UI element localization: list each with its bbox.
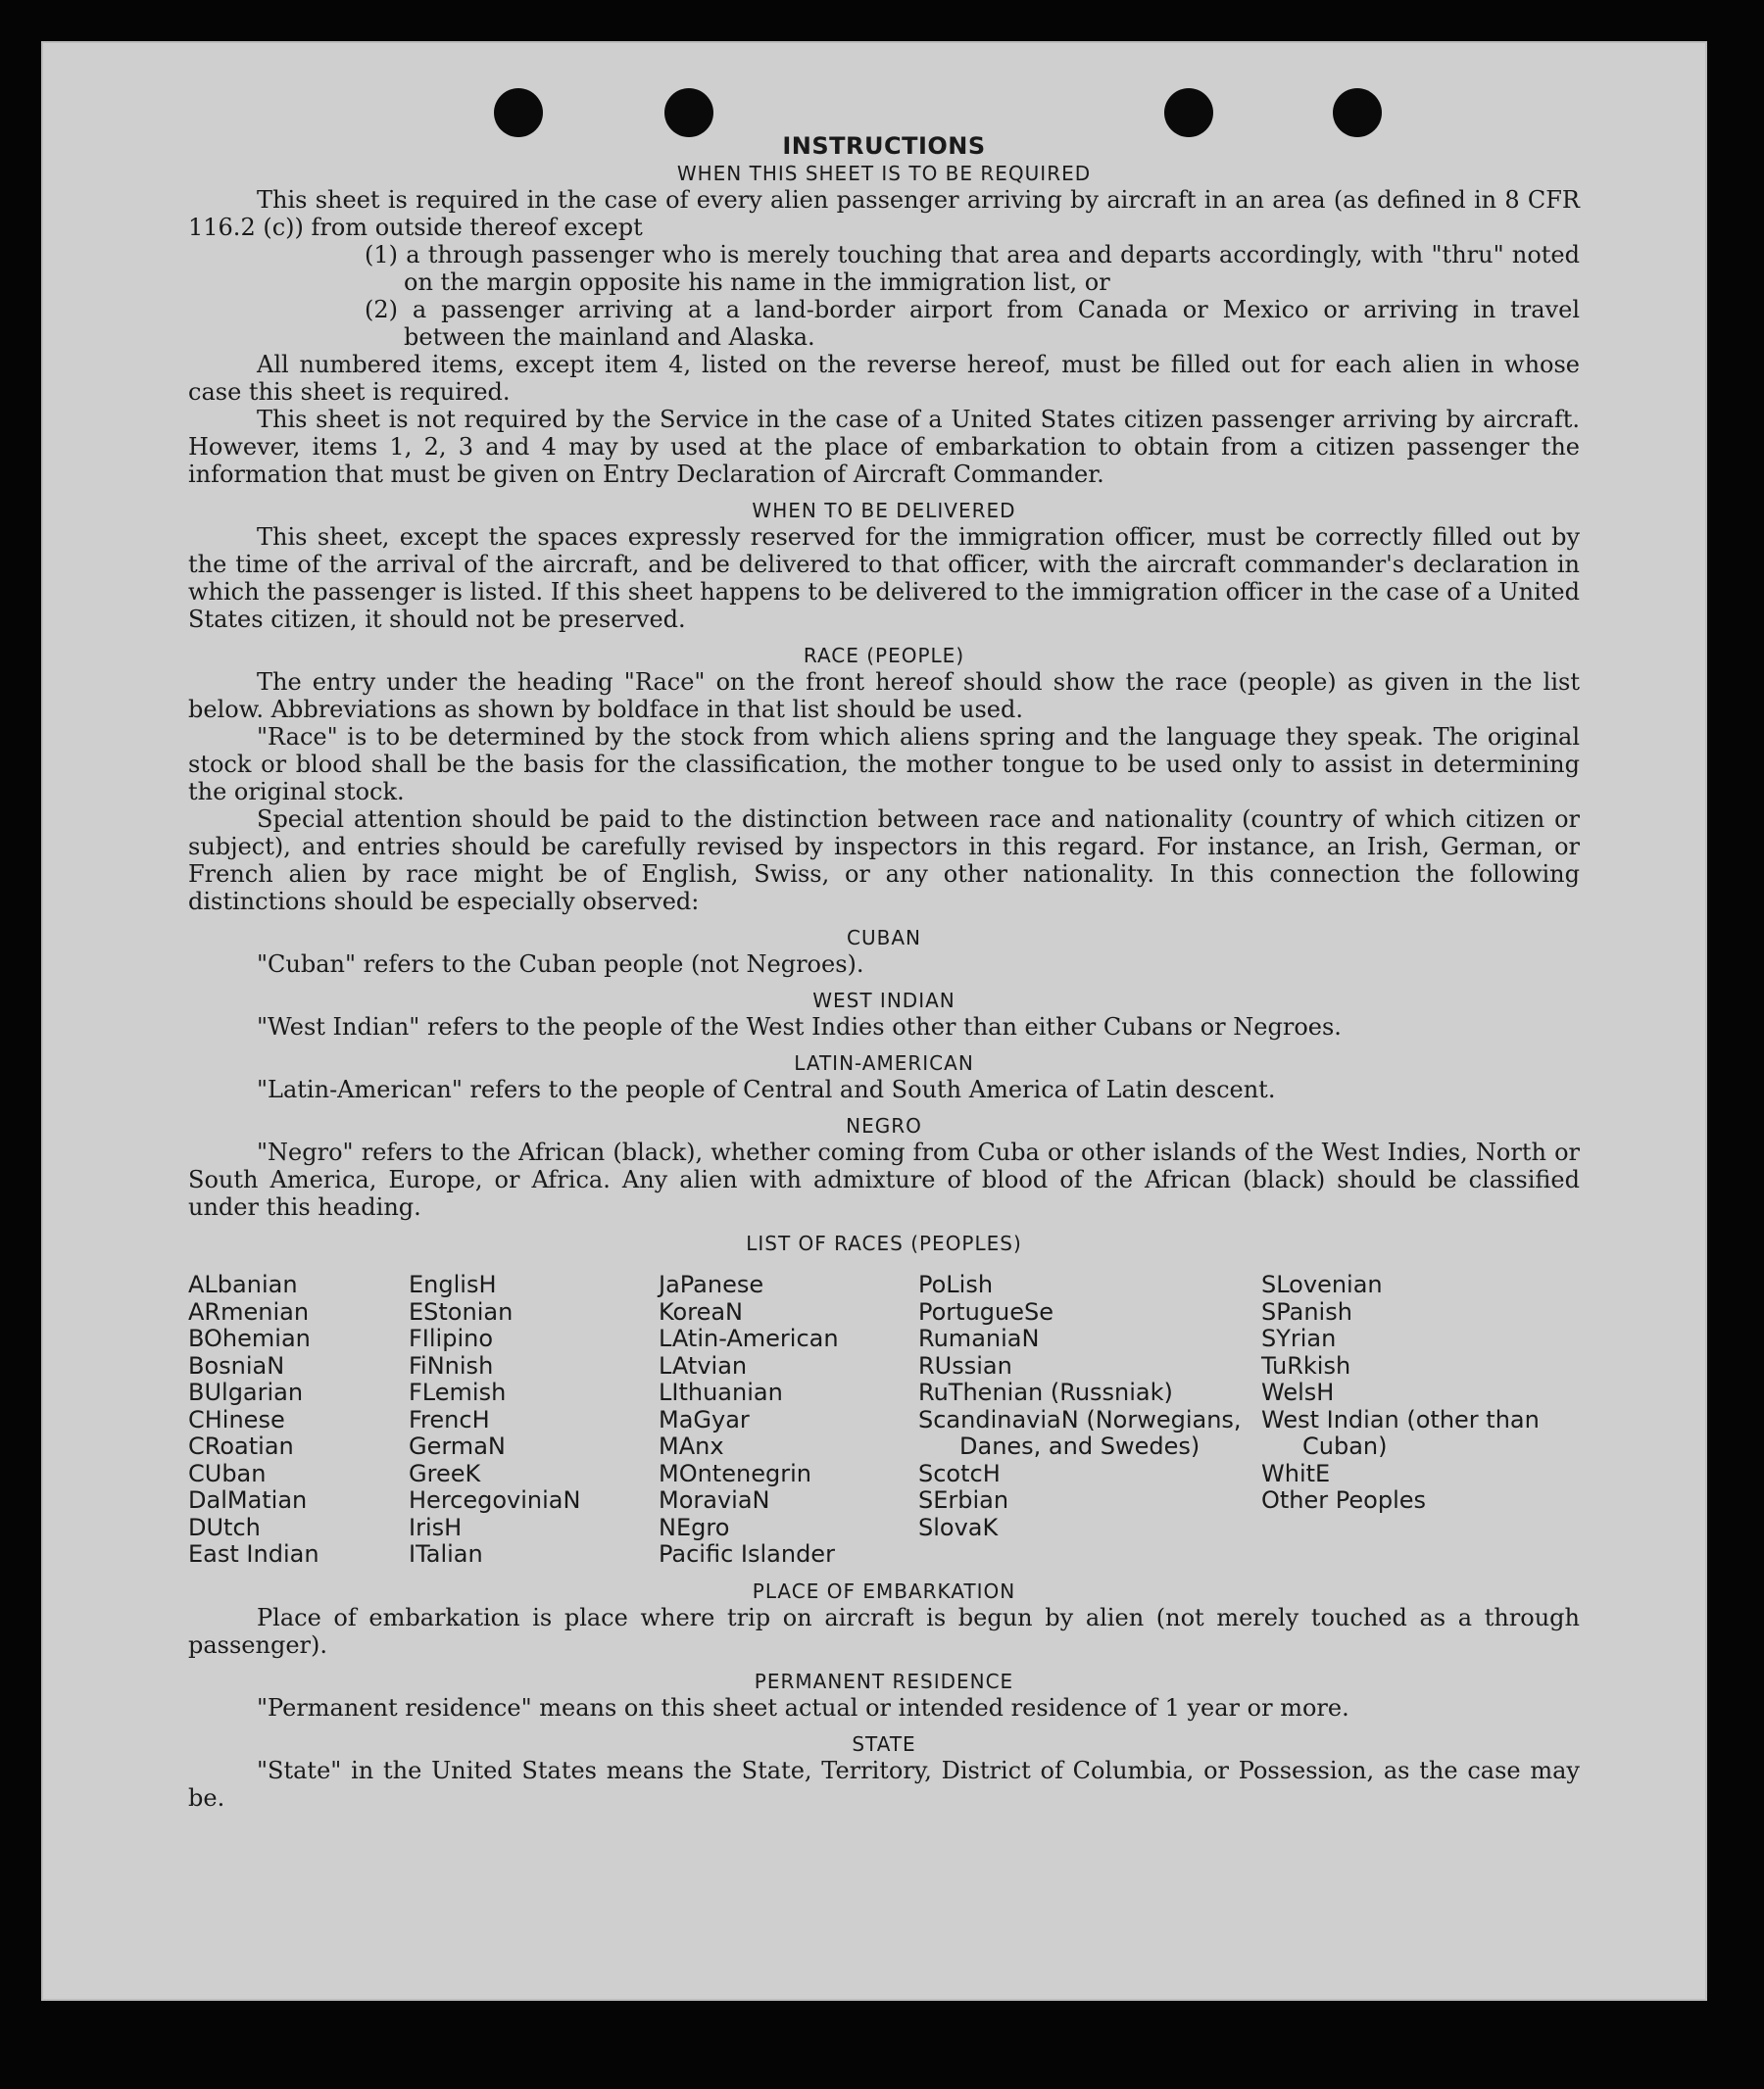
race-item: SlovaK (918, 1513, 999, 1541)
race-item: PortugueSe (918, 1297, 1054, 1326)
race-column (1261, 1272, 1555, 1569)
punch-hole (664, 88, 713, 137)
document-title: INSTRUCTIONS (782, 132, 986, 160)
race-item: SPanish (1261, 1297, 1352, 1326)
race-item: HercegoviniaN (409, 1486, 581, 1514)
race-item: East Indian (188, 1540, 319, 1568)
race-item: BOhemian (188, 1325, 311, 1352)
paragraph: "West Indian" refers to the people of the West Indies other than either Cubans or Negroes. (257, 1013, 1342, 1041)
race-item: WhitE (1261, 1459, 1331, 1487)
race-item: SLovenian (1261, 1271, 1383, 1298)
paragraph: "Cuban" refers to the Cuban people (not Negroes). (257, 950, 864, 978)
race-item: EnglisH (409, 1271, 497, 1298)
punch-hole (1333, 88, 1382, 137)
race-column (188, 1272, 409, 1569)
race-item: GermaN (409, 1433, 506, 1460)
race-item: ALbanian (188, 1271, 298, 1298)
document-body (188, 131, 1580, 1812)
paragraph: This sheet is not required by the Service in the case of a United States citizen passenger arriving by aircraft. However, items 1, 2, 3 and 4 may by used at the place of embarkation to obtain from a citizen passenger the information that must be given on Entry Declaration of Aircraft Commander. (188, 406, 1580, 488)
race-item: TuRkish (1261, 1351, 1351, 1380)
race-item: BosniaN (188, 1351, 285, 1380)
race-item: ARmenian (188, 1297, 310, 1326)
race-item: FLemish (409, 1379, 507, 1406)
race-item: KoreaN (659, 1297, 743, 1326)
paragraph: This sheet is required in the case of every alien passenger arriving by aircraft in an area (as defined in 8 CFR 116.2 (c)) from outside thereof except (188, 186, 1580, 241)
section-heading-when-required: WHEN THIS SHEET IS TO BE REQUIRED (676, 162, 1092, 185)
paragraph: All numbered items, except item 4, listed on the reverse hereof, must be filled out for each alien in whose case this sheet is required. (188, 351, 1580, 406)
race-item: RuThenian (Russniak) (918, 1379, 1173, 1406)
section-heading-when-delivered: WHEN TO BE DELIVERED (752, 499, 1016, 522)
paragraph: Place of embarkation is place where trip on aircraft is begun by alien (not merely touched as a through passenger). (188, 1603, 1580, 1659)
section-heading-embarkation: PLACE OF EMBARKATION (752, 1579, 1016, 1603)
race-item: RumaniaN (918, 1325, 1040, 1352)
race-item: MAnx (659, 1433, 724, 1460)
race-item: DUtch (188, 1513, 261, 1541)
race-item: West Indian (other than Cuban) (1261, 1405, 1547, 1460)
section-heading-list-of-races: LIST OF RACES (PEOPLES) (746, 1232, 1022, 1255)
paragraph: Special attention should be paid to the distinction between race and nationality (country of which citizen or subject), and entries should be carefully revised by inspectors in this regard. For instance, an Irish, German, or French alien by race might be of English, Swiss, or any other nationality. In this connection the following distinctions should be especially observed: (188, 805, 1580, 915)
race-item: RUssian (918, 1351, 1012, 1380)
list-item: (1) a through passenger who is merely touching that area and departs accordingly, with "thru" noted on the margin opposite his name in the immigration list, or (365, 241, 1580, 296)
document-sheet (41, 41, 1707, 2001)
section-heading-negro: NEGRO (846, 1114, 922, 1138)
race-item: ScotcH (918, 1459, 1001, 1487)
race-item: LAtin-American (659, 1325, 839, 1352)
punch-hole (1164, 88, 1213, 137)
race-item: MaGyar (659, 1405, 750, 1433)
race-item: LAtvian (659, 1351, 748, 1380)
paragraph: "State" in the United States means the State, Territory, District of Columbia, or Possession, as the case may be. (188, 1756, 1580, 1812)
race-item: FrencH (409, 1405, 490, 1433)
race-item: EStonian (409, 1297, 514, 1326)
race-column (918, 1272, 1261, 1569)
paragraph: "Race" is to be determined by the stock from which aliens spring and the language they speak. The original stock or blood shall be the basis for the classification, the mother tongue to be used only to assist in determining the original stock. (188, 723, 1580, 805)
race-list (188, 1272, 1580, 1569)
section-heading-latin-american: LATIN-AMERICAN (794, 1051, 974, 1075)
section-heading-west-indian: WEST INDIAN (812, 989, 956, 1012)
race-item: MOntenegrin (659, 1459, 811, 1487)
race-item: DalMatian (188, 1486, 308, 1514)
race-item: MoraviaN (659, 1486, 770, 1514)
section-heading-residence: PERMANENT RESIDENCE (754, 1669, 1014, 1693)
race-column (659, 1272, 918, 1569)
section-heading-cuban: CUBAN (847, 926, 921, 949)
section-heading-race: RACE (PEOPLE) (803, 644, 965, 667)
race-column (409, 1272, 659, 1569)
race-item: NEgro (659, 1513, 730, 1541)
race-item: Pacific Islander (659, 1540, 835, 1568)
paragraph: "Negro" refers to the African (black), whether coming from Cuba or other islands of the West Indies, North or South America, Europe, or Africa. Any alien with admixture of blood of the African (black) should be classified under this heading. (188, 1139, 1580, 1221)
race-item: Other Peoples (1261, 1486, 1427, 1514)
race-item: FIlipino (409, 1325, 494, 1352)
race-item: ScandinaviaN (Norwegians, Danes, and Swedes) (918, 1405, 1250, 1460)
race-item: JaPanese (659, 1271, 764, 1298)
race-item: CUban (188, 1459, 267, 1487)
race-item: GreeK (409, 1459, 481, 1487)
paragraph: "Permanent residence" means on this sheet actual or intended residence of 1 year or more. (257, 1693, 1349, 1722)
race-item: LIthuanian (659, 1379, 783, 1406)
race-item: CHinese (188, 1405, 285, 1433)
race-item: IrisH (409, 1513, 463, 1541)
race-item: BUlgarian (188, 1379, 304, 1406)
paragraph: The entry under the heading "Race" on the front hereof should show the race (people) as given in the list below. Abbreviations as shown by boldface in that list should be used. (188, 668, 1580, 723)
race-item: ITalian (409, 1540, 483, 1568)
race-item: PoLish (918, 1271, 994, 1298)
section-heading-state: STATE (852, 1731, 916, 1756)
race-item: CRoatian (188, 1433, 294, 1460)
race-item: FiNnish (409, 1351, 494, 1380)
punch-hole (494, 88, 543, 137)
paragraph: This sheet, except the spaces expressly reserved for the immigration officer, must be correctly filled out by the time of the arrival of the aircraft, and be delivered to that officer, with the aircraft commander's declaration in which the passenger is listed. If this sheet happens to be delivered to the immigration officer in the case of a United States citizen, it should not be preserved. (188, 523, 1580, 633)
paragraph: "Latin-American" refers to the people of Central and South America of Latin descent. (257, 1076, 1276, 1103)
race-item: WelsH (1261, 1379, 1335, 1406)
race-item: SYrian (1261, 1325, 1337, 1352)
list-item: (2) a passenger arriving at a land-border airport from Canada or Mexico or arriving in travel between the mainland and Alaska. (365, 296, 1580, 351)
race-item: SErbian (918, 1486, 1009, 1514)
